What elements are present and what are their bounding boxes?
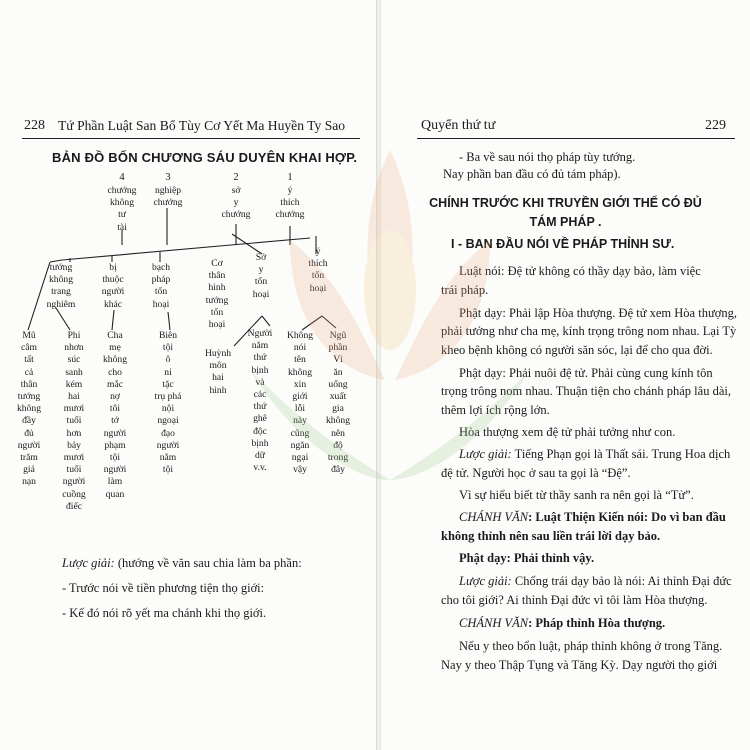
leaf-node-1 — [14, 330, 44, 489]
right-page-number: 229 — [705, 118, 726, 133]
leaf-node-6-line: thứ — [253, 352, 267, 364]
leaf-node-7-line: nói — [293, 342, 307, 354]
mid-node-5-line: Sở — [255, 252, 267, 263]
leaf-node-8-line: độ — [333, 439, 343, 451]
top-node-3-line: sở — [231, 185, 241, 196]
chanh-van-1 — [459, 510, 726, 525]
leaf-node-6-line: các — [253, 389, 267, 401]
leaf-node-8-line: trong — [327, 452, 349, 464]
leaf-node-7-line: không — [288, 366, 312, 378]
top-node-number: 2 — [233, 172, 239, 183]
mid-node-4-line: tướng — [205, 294, 229, 306]
leaf-node-3-line: mắc — [107, 378, 123, 390]
leaf-node-8-line: không — [326, 415, 350, 427]
mid-node-6-line: ý — [315, 246, 321, 257]
mid-node-3-line: tổn — [154, 286, 168, 298]
mid-node-4-line: hình — [208, 282, 226, 294]
leaf-node-8-line: Vì — [333, 354, 343, 366]
top-node-2-line: nghiệp — [154, 185, 182, 196]
top-node-number: 1 — [287, 172, 293, 183]
mid-node-1-line: nghiêm — [46, 298, 76, 310]
chanh-van-2 — [459, 616, 665, 631]
luoc-giai-1-cont: đệ tử. Người học ở sau ta gọi là “Đệ”. — [441, 466, 631, 480]
leaf-node-2-line: mươi — [63, 452, 85, 464]
left-footer-line-2: - Trước nói về tiền phương tiện thọ giới: — [62, 581, 265, 595]
top-node-2 — [150, 185, 186, 209]
mid-node-4-line: tổn — [210, 306, 224, 318]
leaf-node-4 — [148, 330, 188, 476]
mid-node-6 — [300, 246, 336, 295]
leaf-node-2-line: hai — [68, 391, 80, 403]
leaf-node-6-line: ghê — [253, 413, 267, 425]
para-line-3: Phật dạy: Phải lập Hòa thượng. Đệ tử xem Hòa thượng, — [459, 306, 737, 320]
leaf-node-6-line: và — [255, 376, 265, 388]
mid-node-5-line: tổn — [254, 276, 268, 288]
subsection-title: I - BAN ĐẦU NÓI VỀ PHÁP THỈNH SƯ. — [451, 237, 675, 251]
leaf-node-7-line: lỗi — [294, 403, 306, 415]
leaf-node-8-line: ăn — [333, 366, 343, 378]
leaf-node-6 — [242, 328, 278, 474]
leaf-node-2 — [56, 330, 92, 513]
leaf-node-2-line: người — [62, 476, 86, 488]
para-line-9: Hòa thượng xem đệ tử phải tưởng như con. — [459, 425, 676, 439]
mid-node-4 — [196, 258, 238, 331]
top-node-1-line: tư — [118, 209, 126, 221]
leaf-node-4-line: trụ phá — [154, 391, 182, 403]
right-line-1: - Ba về sau nói thọ pháp tùy tướng. — [459, 150, 636, 164]
para-line-6: Phật dạy: Phải nuôi đệ tử. Phải cùng cung kính tôn — [459, 366, 713, 380]
leaf-node-3-line: tôi — [109, 403, 121, 415]
para-line-4: phải tưởng như cha mẹ, kính trọng trông nom nhau. Lại Tỳ — [441, 324, 737, 338]
leaf-node-4-line: ngoại — [157, 415, 179, 427]
leaf-node-6-line: Người — [247, 328, 273, 339]
phat-day-bold: Phật dạy: Phải thỉnh vậy. — [459, 551, 595, 565]
top-node-4 — [272, 185, 308, 222]
leaf-node-4-line: tội — [162, 464, 174, 476]
section-title-line-2: TÁM PHÁP . — [529, 215, 602, 229]
top-node-4-line: ý — [287, 185, 293, 196]
top-node-4-line: chướng — [275, 209, 305, 221]
para-line-8: thêm lợi ích rộng lớn. — [441, 403, 550, 417]
leaf-node-2-line: Phi — [67, 330, 81, 341]
mid-node-2 — [96, 262, 130, 311]
leaf-node-3-line: không — [103, 354, 127, 366]
leaf-node-4-line: ô — [165, 354, 171, 366]
leaf-node-3-line: nợ — [110, 391, 120, 403]
leaf-node-6-line: v.v. — [253, 462, 267, 474]
mid-node-5 — [242, 252, 280, 301]
top-node-3-line: y — [233, 197, 239, 209]
top-node-1-line: tài — [117, 221, 127, 233]
leaf-node-7-line: ngăn — [290, 439, 310, 451]
leaf-node-3-line: quan — [105, 488, 125, 500]
leaf-node-3-line: cho — [108, 366, 122, 378]
mid-node-2-line: khác — [103, 298, 123, 310]
para-line-1: Luật nói: Đệ tử không có thầy dạy bảo, làm việc — [459, 264, 701, 278]
leaf-node-4-line: Biên — [158, 330, 178, 341]
luoc-giai-1-label: Lược giải: — [459, 447, 512, 461]
luoc-giai-2-text: Chống trái dạy bảo là nói: Ai thỉnh Đại đức — [511, 574, 732, 588]
section-title-line-1: CHÍNH TRƯỚC KHI TRUYỀN GIỚI THỂ CÓ ĐỦ — [429, 196, 702, 210]
luoc-giai-label: Lược giải: — [62, 556, 115, 570]
leaf-node-4-line: tặc — [162, 378, 174, 390]
leaf-node-2-line: sanh — [65, 366, 83, 378]
leaf-node-8-line: nên — [331, 427, 345, 439]
leaf-node-4-line: nội — [161, 403, 175, 415]
leaf-node-2-line: tuổi — [66, 464, 82, 476]
mid-node-3-line: hoại — [152, 298, 170, 310]
right-running-title: Quyển thứ tư — [421, 118, 496, 133]
top-node-1-line: chướng — [107, 185, 137, 196]
leaf-node-7-line: tên — [294, 354, 306, 366]
leaf-node-2-line: cuồng — [62, 488, 86, 500]
leaf-node-5-line: môn — [209, 360, 227, 372]
leaf-node-8-line: phần — [328, 342, 348, 354]
para-line-5: kheo bệnh không có người săn sóc, lại để cho qua đời. — [441, 343, 713, 357]
leaf-node-6-line: thứ — [253, 401, 267, 413]
mid-node-1-line: tướng — [49, 262, 73, 273]
mid-node-2-line: người — [101, 286, 125, 298]
leaf-node-5-line: hai — [212, 372, 224, 384]
mid-node-2-line: bị — [109, 262, 117, 273]
mid-node-1-line: không — [49, 274, 73, 286]
mid-node-1 — [40, 262, 82, 311]
diagram-title: BẢN ĐỒ BỐN CHƯƠNG SÁU DUYÊN KHAI HỢP. — [52, 150, 358, 165]
leaf-node-3-line: người — [103, 464, 127, 476]
leaf-node-1-line: câm — [21, 342, 37, 354]
leaf-node-3 — [98, 330, 132, 501]
luoc-giai-2-cont: cho tôi giới? Ai thỉnh Đại đức vì tôi làm Hòa thượng. — [441, 593, 708, 607]
leaf-node-6-line: năm — [251, 340, 269, 352]
leaf-node-7-line: này — [293, 415, 307, 427]
leaf-node-2-line: súc — [67, 354, 81, 366]
mid-node-6-line: thích — [308, 258, 328, 270]
mid-node-2-line: thuộc — [102, 274, 124, 286]
leaf-node-5 — [198, 348, 238, 397]
mid-node-5-line: y — [258, 264, 264, 276]
leaf-node-8-line: gia — [332, 403, 344, 415]
leaf-node-1-line: tất — [24, 354, 34, 366]
luoc-giai-text: (hướng về văn sau chia làm ba phần: — [114, 556, 302, 570]
leaf-node-8-line: xuất — [329, 391, 347, 403]
luoc-giai-2-label: Lược giải: — [459, 574, 512, 588]
leaf-node-8-line: Ngũ — [329, 330, 347, 341]
leaf-node-3-line: tội — [109, 452, 121, 464]
top-node-3-line: chướng — [221, 209, 251, 221]
leaf-node-1-line: nạn — [22, 476, 36, 488]
vi-line: Vì sự hiểu biết từ thầy sanh ra nên gọi là “Tử”. — [459, 488, 694, 502]
leaf-node-6-line: bịnh — [251, 437, 269, 449]
luoc-giai-1 — [459, 447, 730, 462]
leaf-node-3-line: người — [103, 427, 127, 439]
mid-node-6-line: tổn — [311, 270, 325, 282]
top-node-4-line: thích — [280, 197, 300, 209]
left-page-number: 228 — [24, 118, 45, 133]
leaf-node-7-line: ngại — [291, 452, 309, 464]
leaf-node-4-line: người — [156, 439, 180, 451]
top-node-2-line: chướng — [153, 197, 183, 209]
chanh-van-1-label: CHÁNH VĂN — [459, 510, 529, 524]
leaf-node-4-line: tội — [162, 342, 174, 354]
leaf-node-6-line: dữ — [255, 450, 265, 462]
leaf-node-2-line: kém — [65, 378, 83, 390]
leaf-node-4-line: năm — [159, 452, 177, 464]
last-para-1: Nếu y theo bổn luật, pháp thỉnh không ở trong Tăng. — [459, 639, 723, 653]
right-header-rule — [417, 138, 735, 139]
leaf-node-1-line: người — [17, 439, 41, 451]
leaf-node-7-line: xin — [293, 378, 307, 390]
luoc-giai-2 — [459, 574, 732, 589]
chanh-van-2-text: : Pháp thỉnh Hòa thượng. — [528, 616, 666, 630]
leaf-node-2-line: tuổi — [66, 415, 82, 427]
leaf-node-5-line: hình — [209, 384, 227, 396]
leaf-node-2-line: mươi — [63, 403, 85, 415]
top-node-1-line: không — [110, 197, 134, 209]
right-line-2: Nay phần ban đầu có đủ tám pháp). — [443, 167, 621, 181]
mid-node-3 — [142, 262, 180, 311]
top-node-3 — [218, 185, 254, 222]
mid-node-3-line: pháp — [151, 274, 171, 286]
leaf-node-1-line: thân — [20, 378, 38, 390]
luoc-giai-1-text: Tiếng Phạn gọi là Thất sái. Trung Hoa dịch — [511, 447, 731, 461]
leaf-node-3-line: tớ — [111, 415, 119, 427]
leaf-node-1-line: đầy — [22, 415, 36, 427]
leaf-node-5-line: Huỳnh — [204, 348, 232, 359]
leaf-node-7-line: Không — [286, 330, 314, 341]
mid-node-5-line: hoại — [252, 288, 270, 300]
leaf-node-3-line: làm — [107, 476, 123, 488]
left-footer-line-3: - Kế đó nói rõ yết ma chánh khi thọ giới. — [62, 606, 267, 620]
leaf-node-1-line: giả — [23, 464, 35, 476]
leaf-node-3-line: Cha — [107, 330, 123, 341]
chanh-van-2-label: CHÁNH VĂN — [459, 616, 529, 630]
leaf-node-3-line: phạm — [104, 439, 126, 451]
left-footer-line-1 — [62, 556, 302, 571]
leaf-node-4-line: ni — [164, 366, 172, 378]
mid-node-4-line: Cơ — [211, 258, 223, 269]
leaf-node-1-line: không — [17, 403, 41, 415]
top-node-number: 3 — [165, 172, 171, 183]
leaf-node-6-line: độc — [253, 425, 267, 437]
leaf-node-6-line: bịnh — [251, 364, 269, 376]
para-line-7: trọng trông nom nhau. Thuận tiện cho chánh pháp lâu dài, — [441, 384, 731, 398]
leaf-node-8-line: đây — [331, 464, 345, 476]
leaf-node-2-line: bảy — [67, 439, 81, 451]
mid-node-1-line: trang — [51, 286, 71, 298]
chanh-van-1-cont: không thỉnh nên sau liền trái lời dạy bảo. — [441, 529, 661, 543]
leaf-node-7-line: giới — [292, 391, 308, 403]
leaf-node-1-line: đủ — [24, 427, 34, 439]
chanh-van-1-text: : Luật Thiện Kiến nói: Do vì ban đầu — [528, 510, 726, 524]
mid-node-6-line: hoại — [309, 282, 327, 294]
para-line-2: trái pháp. — [441, 283, 489, 297]
top-node-1 — [104, 185, 140, 234]
leaf-node-2-line: nhơn — [64, 342, 84, 354]
last-para-2: Nay y theo Thập Tụng và Tăng Kỳ. Dạy người thọ giới — [441, 658, 718, 672]
leaf-node-2-line: hơn — [66, 427, 82, 439]
leaf-node-8 — [322, 330, 354, 476]
leaf-node-7 — [280, 330, 320, 476]
leaf-node-8-line: uống — [328, 378, 348, 390]
leaf-node-4-line: đạo — [161, 427, 175, 439]
mid-node-3-line: bạch — [151, 262, 171, 273]
mid-node-4-line: thân — [208, 270, 226, 282]
top-node-number: 4 — [119, 172, 125, 183]
left-running-title: Tứ Phần Luật San Bổ Tùy Cơ Yết Ma Huyền Ty Sao — [58, 118, 346, 133]
leaf-node-7-line: cũng — [290, 427, 310, 439]
mid-node-4-line: hoại — [208, 319, 226, 331]
leaf-node-2-line: điếc — [66, 500, 82, 512]
leaf-node-1-line: trăm — [20, 452, 38, 464]
leaf-node-7-line: vậy — [293, 464, 307, 476]
leaf-node-1-line: Mũ — [22, 330, 36, 341]
leaf-node-1-line: cả — [24, 366, 34, 378]
right-page — [381, 0, 750, 750]
leaf-node-3-line: mẹ — [109, 342, 121, 354]
leaf-node-1-line: tướng — [17, 391, 41, 403]
